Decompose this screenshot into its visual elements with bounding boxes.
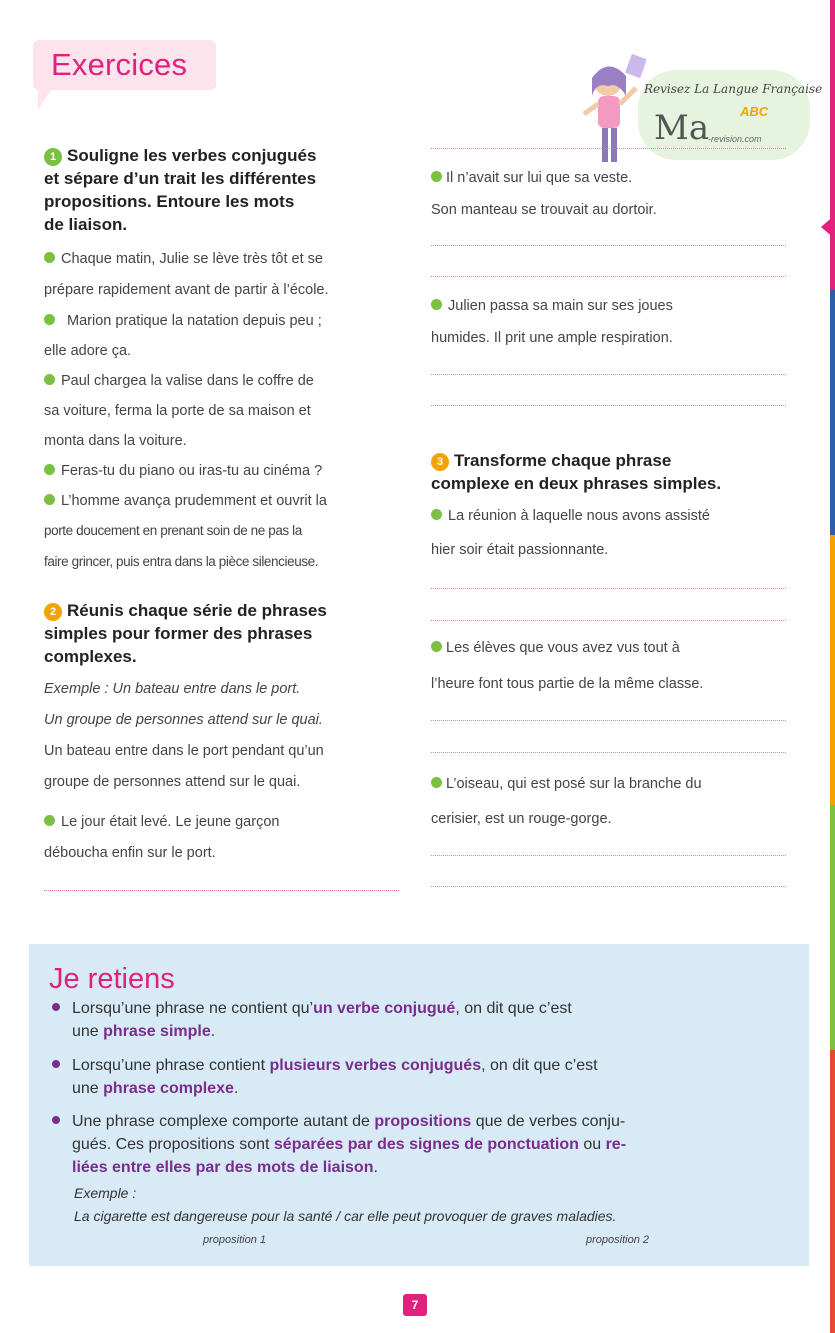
answer-line[interactable]: [431, 752, 786, 753]
bullet-icon: [431, 509, 442, 520]
list-item-cont: cerisier, est un rouge-gorge.: [431, 811, 612, 827]
exercise-3-number: 3: [431, 453, 449, 471]
bullet-icon: [431, 299, 442, 310]
rule-3-cont: gués. Ces propositions sont séparées par des signes de ponctuation ou re-: [72, 1136, 627, 1153]
list-item-cont: déboucha enfin sur le port.: [44, 845, 216, 861]
example-line: Un groupe de personnes attend sur le quai.: [44, 712, 323, 728]
example-answer: Un bateau entre dans le port pendant qu’un: [44, 743, 324, 759]
example-label: Exemple :: [74, 1185, 137, 1201]
answer-line[interactable]: [431, 148, 786, 149]
list-item: Les élèves que vous avez vus tout à: [431, 640, 680, 656]
list-item: Il n’avait sur lui que sa veste.: [431, 170, 632, 186]
list-item: L’homme avança prudemment et ouvrit la: [44, 493, 327, 509]
bullet-icon: [44, 815, 55, 826]
list-item-cont: porte doucement en prenant soin de ne pas la: [44, 523, 302, 538]
exercise-1-title: 1 Souligne les verbes conjugués et sépare d’un trait les différentes propositions. Entoure les mots de liaison.: [44, 146, 317, 234]
proposition-1-label: proposition 1: [203, 1234, 266, 1246]
rule-3: Une phrase complexe comporte autant de propositions que de verbes conju-: [52, 1113, 625, 1131]
example-sentence: La cigarette est dangereuse pour la santé / car elle peut provoquer de graves maladies.: [74, 1208, 617, 1224]
logo-sub-text: -revision.com: [708, 134, 762, 144]
girl-illustration-icon: [566, 52, 646, 172]
edge-strip-pink: [830, 0, 835, 290]
list-item-cont: prépare rapidement avant de partir à l’école.: [44, 282, 329, 298]
list-item: Feras-tu du piano ou iras-tu au cinéma ?: [44, 463, 322, 479]
rule-1-cont: une phrase simple.: [72, 1023, 216, 1040]
answer-line[interactable]: [431, 886, 786, 887]
answer-line[interactable]: [431, 374, 786, 375]
answer-line[interactable]: [431, 620, 786, 621]
list-item-cont: l’heure font tous partie de la même classe.: [431, 676, 704, 692]
list-item-cont: humides. Il prit une ample respiration.: [431, 330, 673, 346]
list-item-cont: monta dans la voiture.: [44, 433, 187, 449]
list-item-cont: Son manteau se trouvait au dortoir.: [431, 202, 657, 218]
bullet-icon: [44, 374, 55, 385]
logo-abc-text: ABC: [740, 104, 769, 119]
edge-strip-blue: [830, 290, 835, 535]
list-item: L’oiseau, qui est posé sur la branche du: [431, 776, 702, 792]
list-item: Le jour était levé. Le jeune garçon: [44, 814, 279, 830]
answer-line[interactable]: [431, 720, 786, 721]
title-banner-tail: [38, 88, 52, 110]
page-number: 7: [403, 1294, 427, 1316]
rule-3-cont: liées entre elles par des mots de liaison.: [72, 1159, 378, 1176]
site-logo: [566, 52, 823, 172]
list-item: La réunion à laquelle nous avons assisté: [431, 508, 710, 524]
exercise-2-title: 2 Réunis chaque série de phrases simples pour former des phrases complexes.: [44, 601, 327, 666]
rule-2-cont: une phrase complexe.: [72, 1080, 239, 1097]
rule-box-title: Je retiens: [49, 963, 175, 995]
exercise-3-title: 3 Transforme chaque phrase complexe en deux phrases simples.: [431, 451, 722, 493]
list-item: Marion pratique la natation depuis peu ;: [44, 313, 322, 329]
bullet-icon: [431, 777, 442, 788]
answer-line[interactable]: [431, 588, 786, 589]
bullet-icon: [431, 171, 442, 182]
answer-line[interactable]: [431, 276, 786, 277]
page-title: Exercices: [51, 47, 188, 82]
rule-2: Lorsqu’une phrase contient plusieurs verbes conjugués, on dit que c’est: [52, 1057, 598, 1075]
answer-line[interactable]: [431, 405, 786, 406]
list-item: Julien passa sa main sur ses joues: [431, 298, 673, 314]
logo-top-text: Revisez La Langue Française: [644, 82, 823, 96]
exercise-1-number: 1: [44, 148, 62, 166]
bullet-icon: [52, 1116, 60, 1124]
edge-strip-green: [830, 805, 835, 1050]
exercise-2-number: 2: [44, 603, 62, 621]
list-item: Chaque matin, Julie se lève très tôt et se: [44, 251, 323, 267]
bullet-icon: [44, 464, 55, 475]
edge-strip-red: [830, 1050, 835, 1333]
list-item-cont: elle adore ça.: [44, 343, 132, 359]
example-answer: groupe de personnes attend sur le quai.: [44, 774, 301, 790]
bullet-icon: [431, 641, 442, 652]
example-line: Exemple : Un bateau entre dans le port.: [44, 681, 301, 697]
list-item-cont: sa voiture, ferma la porte de sa maison et: [44, 403, 311, 419]
rule-1: Lorsqu’une phrase ne contient qu’un verbe conjugué, on dit que c’est: [52, 1000, 572, 1018]
bullet-icon: [44, 494, 55, 505]
logo-main-text: Ma: [654, 108, 710, 148]
edge-tab-marker: [821, 215, 835, 239]
list-item-cont: faire grincer, puis entra dans la pièce silencieuse.: [44, 554, 319, 569]
bullet-icon: [52, 1003, 60, 1011]
proposition-2-label: proposition 2: [586, 1234, 649, 1246]
bullet-icon: [44, 252, 55, 263]
edge-strip-orange: [830, 535, 835, 805]
answer-line[interactable]: [44, 890, 399, 891]
bullet-icon: [52, 1060, 60, 1068]
list-item: Paul chargea la valise dans le coffre de: [44, 373, 314, 389]
answer-line[interactable]: [431, 245, 786, 246]
answer-line[interactable]: [431, 855, 786, 856]
bullet-icon: [44, 314, 55, 325]
list-item-cont: hier soir était passionnante.: [431, 542, 609, 558]
